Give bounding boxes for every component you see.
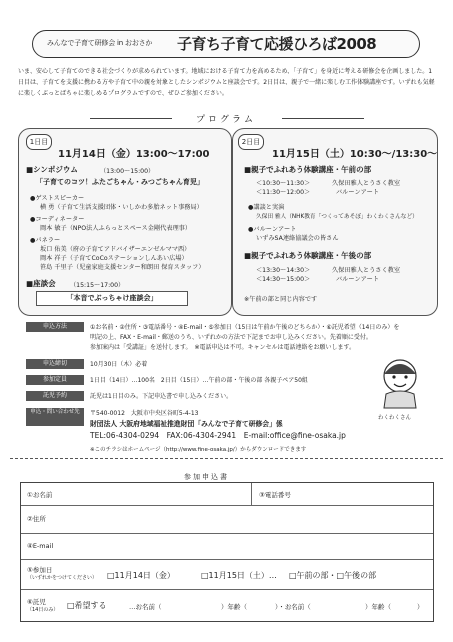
contact-label: 申込・問い合わせ先 <box>26 408 84 426</box>
capacity-label: 参加定員 <box>26 375 84 385</box>
day-field-note: （いずれかをつけてください） <box>27 575 98 581</box>
panelist-1: 坂口 佑美（府の子育てアドバイザーエンゼルママ西） <box>40 246 191 253</box>
day-option-14[interactable]: □11月14日（金） <box>107 571 175 580</box>
coordinator-label: ●コーディネーター <box>30 216 85 223</box>
pm-row1-time: ＜13:30～14:30＞ <box>256 267 311 274</box>
am-heading: ■親子でふれあう体験講座・午前の部 <box>244 165 372 174</box>
divider <box>90 118 172 119</box>
address-field-label: ②住所 <box>27 515 46 523</box>
coordinator-name: 岡本 敏子（NPO法人ふらっとスペース金剛代表理事） <box>40 225 192 232</box>
symposium-time: （13:00～15:00） <box>100 168 155 175</box>
apply-method-text-2: 明記の上、FAX・E-mail・郵送のうち、いずれかの方法で下記までお申し込みください。先着順に受付。 <box>90 334 372 341</box>
day-option-am-pm[interactable]: □午前の部・□午後の部 <box>289 571 377 580</box>
day1-tag: 1日目 <box>26 134 52 150</box>
day-field-label: ⑤参加日 <box>27 566 53 574</box>
divider <box>251 483 252 505</box>
am-row2-item: バルーンアート <box>336 189 380 196</box>
contact-address: 〒540-0012 大阪市中央区谷町5-4-13 <box>90 410 199 417</box>
email-field-label: ④E-mail <box>27 542 54 550</box>
pm-row2-item: バルーンアート <box>336 276 380 283</box>
childcare-text: 託児は1日目のみ。下記申込書で申し込みください。 <box>90 393 233 400</box>
capacity-text: 1日目（14日）…100名 2日目（15日）…午前の部・午後の部 各親子ペア50組 <box>90 377 308 384</box>
apply-method-text-3: 参加案内は「受講証」を送付します。 ※電話申込は不可。キャンセルは電話連絡をお願いします。 <box>90 344 356 351</box>
pm-row2-time: ＜14:30～15:00＞ <box>256 276 311 283</box>
lecture-name: 久保田 雅人（NHK教育「つくってあそぼ」わくわくさんなど） <box>256 214 418 220</box>
deadline-text: 10月30日（木）必着 <box>90 361 148 368</box>
child-age-2: ）年齢（ <box>365 603 391 611</box>
cut-line <box>10 458 443 459</box>
pm-row1-item: 久保田雅人とうさく教室 <box>332 267 401 274</box>
balloon-group: いずみSA連絡協議会の皆さん <box>256 235 339 242</box>
panelist-label: ●パネラー <box>30 237 61 244</box>
form-row-day <box>21 559 433 590</box>
child-age-1: ）年齢（ <box>221 603 247 611</box>
program-title: プログラム <box>196 115 256 125</box>
day1-date: 11月14日（金）13:00～17:00 <box>58 149 210 160</box>
zadankai-heading: ■座談会 <box>26 279 56 288</box>
am-row1-item: 久保田雅人とうさく教室 <box>332 180 401 187</box>
balloon-label: ●バルーンアート <box>248 226 297 233</box>
contact-note: ※このチラシはホームページ（http://www.fine-osaka.jp/）からダウンロードできます <box>90 447 307 453</box>
form-row-address <box>21 505 433 534</box>
symposium-heading: ■シンポジウム <box>26 165 78 174</box>
intro-text: いま、安心して子育てのできる社会づくりが求められています。地域における子育て力を高めるため、「子育て」を身近に考える研修会を企画しました。1日目は、子育てを支援に携わる方や子育て中の親を対象としたシンポジウムと座談会です。2日目は、親子で一緒に楽しむ工作体験講座です。いずれも気軽に楽しくぶっとばちゃに楽しめるプログラムですので、ぜひご参加ください。 <box>18 68 435 97</box>
symposium-title: 「子育てのコツ！ふたごちゃん・みつごちゃん育児」 <box>36 178 204 186</box>
form-row-email <box>21 533 433 560</box>
phone-field-label: ③電話番号 <box>259 491 291 499</box>
panelist-2: 岡本 祥子（子育てCoCoステーションしんあい広場） <box>40 255 188 262</box>
header-banner <box>32 30 420 58</box>
panelist-3: 笹島 千里子（児童家庭支援センター和朗田 保育スタッフ） <box>40 264 205 271</box>
childcare-field-label: ⑥託児 <box>27 598 46 606</box>
day2-note: ※午前の部と同じ内容です <box>244 296 318 303</box>
application-form <box>20 482 434 622</box>
childcare-field-note: （14日のみ） <box>27 607 59 613</box>
deadline-label: 申込締切 <box>26 359 84 369</box>
header-title: 子育ち子育て応援ひろば2008 <box>177 35 377 53</box>
form-row-childcare <box>21 589 433 622</box>
contact-tel-fax-email: TEL:06-4304-0294 FAX:06-4304-2941 E-mail:office@fine-osaka.jp <box>90 431 346 440</box>
child-name-1: …お名前（ <box>129 603 162 611</box>
lecture-label: ●講談と実演 <box>248 204 285 211</box>
day2-tag: 2日目 <box>238 134 264 150</box>
guest-label: ●ゲストスピーカー <box>30 195 85 202</box>
contact-organization: 財団法人 大阪府地域福祉推進財団「みんなで子育て研修会」係 <box>90 420 283 428</box>
name-field-label: ①お名前 <box>27 491 53 499</box>
apply-method-text-1: ①お名前・②住所・③電話番号・④E-mail・⑤参加日（15日は午前か午後のどちらか）・⑥託児希望（14日のみ）を <box>90 324 400 331</box>
pm-heading: ■親子でふれあう体験講座・午後の部 <box>244 251 372 260</box>
zadankai-time: （15:15～17:00） <box>70 282 125 289</box>
header-subtitle: みんなで子育て研修会 in おおさか <box>47 39 153 47</box>
zadankai-title: 「本音でぶっちゃけ座談会」 <box>36 291 188 306</box>
child-name-2: ）・お名前（ <box>275 603 311 611</box>
childcare-label: 託児予約 <box>26 391 84 401</box>
form-row-name <box>21 483 433 505</box>
mascot-illustration <box>370 352 430 412</box>
day2-date: 11月15日（土）10:30～/13:30～ <box>272 149 438 160</box>
childcare-option[interactable]: □希望する <box>67 601 107 610</box>
apply-method-label: 申込方法 <box>26 322 84 332</box>
am-row1-time: ＜10:30～11:30＞ <box>256 180 311 187</box>
divider <box>282 118 364 119</box>
guest-name: 横 勇（子育て生活支援団体・いしかわ多胎ネット事務局） <box>40 204 203 211</box>
am-row2-time: ＜11:30～12:00＞ <box>256 189 311 196</box>
mascot-caption: わくわくさん <box>378 415 412 421</box>
form-title: 参加申込書 <box>184 473 229 481</box>
day-option-15[interactable]: □11月15日（土）… <box>201 571 277 580</box>
child-close-paren: ） <box>417 603 424 611</box>
